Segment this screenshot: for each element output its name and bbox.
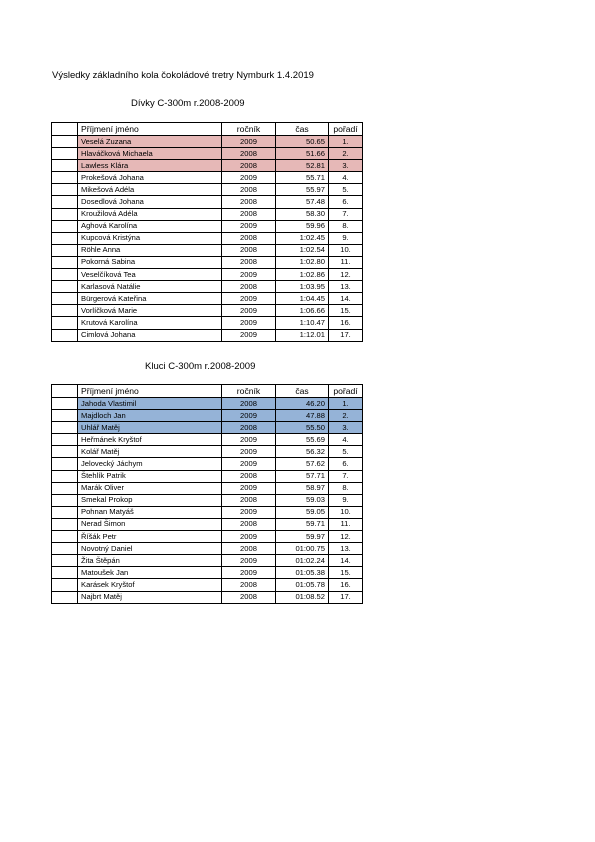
index-cell	[52, 506, 78, 518]
time-cell: 52.81	[276, 160, 329, 172]
rank-cell: 8.	[329, 220, 363, 232]
index-cell	[52, 458, 78, 470]
time-cell: 56.32	[276, 446, 329, 458]
table-row	[52, 148, 363, 160]
rank-cell: 2.	[329, 410, 363, 422]
table-row	[52, 281, 363, 293]
time-cell: 55.97	[276, 184, 329, 196]
year-cell: 2008	[222, 422, 276, 434]
name-cell: Říšák Petr	[78, 531, 222, 543]
index-cell	[52, 269, 78, 281]
table-row	[52, 256, 363, 268]
name-cell: Kolář Matěj	[78, 446, 222, 458]
year-header: ročník	[222, 385, 276, 398]
name-cell: Hlaváčková Michaela	[78, 148, 222, 160]
table-row	[52, 579, 363, 591]
rank-cell: 7.	[329, 470, 363, 482]
year-cell: 2009	[222, 434, 276, 446]
index-cell	[52, 579, 78, 591]
name-cell: Žita Štěpán	[78, 555, 222, 567]
rank-header: pořadí	[329, 385, 363, 398]
rank-cell: 6.	[329, 458, 363, 470]
rank-cell: 15.	[329, 305, 363, 317]
boys-section-title: Kluci C-300m r.2008-2009	[145, 361, 256, 372]
index-cell	[52, 172, 78, 184]
name-cell: Cimlová Johana	[78, 329, 222, 341]
name-cell: Vorlíčková Marie	[78, 305, 222, 317]
index-cell	[52, 208, 78, 220]
table-row	[52, 305, 363, 317]
time-cell: 57.71	[276, 470, 329, 482]
time-cell: 1:02.54	[276, 244, 329, 256]
rank-cell: 13.	[329, 543, 363, 555]
year-cell: 2008	[222, 160, 276, 172]
table-row	[52, 160, 363, 172]
rank-cell: 2.	[329, 148, 363, 160]
index-cell	[52, 410, 78, 422]
time-cell: 1:06.66	[276, 305, 329, 317]
table-row	[52, 136, 363, 148]
table-row	[52, 184, 363, 196]
table-row	[52, 410, 363, 422]
rank-cell: 12.	[329, 531, 363, 543]
year-cell: 2009	[222, 482, 276, 494]
year-cell: 2009	[222, 458, 276, 470]
table-row	[52, 470, 363, 482]
table-row	[52, 555, 363, 567]
table-row	[52, 398, 363, 410]
index-cell	[52, 160, 78, 172]
name-cell: Nerad Šimon	[78, 518, 222, 530]
table-row	[52, 518, 363, 530]
year-cell: 2008	[222, 543, 276, 555]
name-cell: Aghová Karolína	[78, 220, 222, 232]
name-cell: Heřmánek Kryštof	[78, 434, 222, 446]
name-cell: Majdloch Jan	[78, 410, 222, 422]
name-cell: Pohnan Matyáš	[78, 506, 222, 518]
table-row	[52, 329, 363, 341]
name-cell: Kupcová Kristýna	[78, 232, 222, 244]
table-row	[52, 446, 363, 458]
name-cell: Karlasová Natálie	[78, 281, 222, 293]
time-cell: 01:05.38	[276, 567, 329, 579]
index-cell	[52, 293, 78, 305]
rank-cell: 14.	[329, 293, 363, 305]
rank-cell: 4.	[329, 434, 363, 446]
name-cell: Jahoda Vlastimil	[78, 398, 222, 410]
year-cell: 2009	[222, 555, 276, 567]
name-cell: Mikešová Adéla	[78, 184, 222, 196]
time-cell: 59.71	[276, 518, 329, 530]
time-header: čas	[276, 123, 329, 136]
index-cell	[52, 470, 78, 482]
name-header: Příjmení jméno	[78, 385, 222, 398]
year-cell: 2008	[222, 244, 276, 256]
index-cell	[52, 567, 78, 579]
name-cell: Štehlík Patrik	[78, 470, 222, 482]
table-row	[52, 567, 363, 579]
time-cell: 46.20	[276, 398, 329, 410]
year-cell: 2009	[222, 410, 276, 422]
rank-cell: 11.	[329, 518, 363, 530]
year-cell: 2008	[222, 208, 276, 220]
year-cell: 2009	[222, 172, 276, 184]
time-cell: 1:02.86	[276, 269, 329, 281]
table-row	[52, 494, 363, 506]
time-cell: 59.97	[276, 531, 329, 543]
name-cell: Jelovecký Jáchym	[78, 458, 222, 470]
time-cell: 1:12.01	[276, 329, 329, 341]
rank-cell: 13.	[329, 281, 363, 293]
rank-cell: 11.	[329, 256, 363, 268]
time-cell: 55.69	[276, 434, 329, 446]
time-cell: 59.03	[276, 494, 329, 506]
name-cell: Veselčíková Tea	[78, 269, 222, 281]
table-row	[52, 591, 363, 603]
table-row	[52, 220, 363, 232]
index-cell	[52, 385, 78, 398]
time-cell: 1:03.95	[276, 281, 329, 293]
time-cell: 1:02.45	[276, 232, 329, 244]
rank-cell: 5.	[329, 184, 363, 196]
table-row	[52, 172, 363, 184]
name-header: Příjmení jméno	[78, 123, 222, 136]
index-cell	[52, 256, 78, 268]
year-cell: 2009	[222, 329, 276, 341]
name-cell: Kroužilová Adéla	[78, 208, 222, 220]
table-row	[52, 317, 363, 329]
name-cell: Karásek Kryštof	[78, 579, 222, 591]
document-title: Výsledky základního kola čokoládové tretry Nymburk 1.4.2019	[52, 70, 314, 81]
name-cell: Veselá Zuzana	[78, 136, 222, 148]
table-row	[52, 208, 363, 220]
rank-cell: 16.	[329, 579, 363, 591]
index-cell	[52, 123, 78, 136]
index-cell	[52, 531, 78, 543]
year-cell: 2008	[222, 398, 276, 410]
time-cell: 1:10.47	[276, 317, 329, 329]
name-cell: Bürgerová Kateřina	[78, 293, 222, 305]
time-cell: 50.65	[276, 136, 329, 148]
index-cell	[52, 398, 78, 410]
time-cell: 59.05	[276, 506, 329, 518]
table-row	[52, 196, 363, 208]
index-cell	[52, 518, 78, 530]
time-cell: 55.50	[276, 422, 329, 434]
time-cell: 01:00.75	[276, 543, 329, 555]
rank-cell: 17.	[329, 591, 363, 603]
index-cell	[52, 244, 78, 256]
time-cell: 57.62	[276, 458, 329, 470]
table-row	[52, 458, 363, 470]
index-cell	[52, 196, 78, 208]
girls-results-table	[51, 122, 363, 342]
table-row	[52, 543, 363, 555]
rank-cell: 9.	[329, 232, 363, 244]
table-row	[52, 269, 363, 281]
index-cell	[52, 232, 78, 244]
rank-cell: 15.	[329, 567, 363, 579]
table-row	[52, 506, 363, 518]
time-cell: 01:08.52	[276, 591, 329, 603]
name-cell: Röhle Anna	[78, 244, 222, 256]
index-cell	[52, 329, 78, 341]
year-cell: 2009	[222, 317, 276, 329]
boys-results-table	[51, 384, 363, 604]
rank-cell: 17.	[329, 329, 363, 341]
name-cell: Dosedlová Johana	[78, 196, 222, 208]
year-cell: 2009	[222, 220, 276, 232]
index-cell	[52, 434, 78, 446]
rank-cell: 4.	[329, 172, 363, 184]
table-header-row	[52, 123, 363, 136]
time-cell: 01:05.78	[276, 579, 329, 591]
rank-cell: 7.	[329, 208, 363, 220]
year-cell: 2008	[222, 518, 276, 530]
index-cell	[52, 148, 78, 160]
year-cell: 2009	[222, 269, 276, 281]
year-cell: 2008	[222, 579, 276, 591]
time-cell: 51.66	[276, 148, 329, 160]
name-cell: Uhlář Matěj	[78, 422, 222, 434]
name-cell: Marák Oliver	[78, 482, 222, 494]
name-cell: Novotný Daniel	[78, 543, 222, 555]
rank-cell: 1.	[329, 398, 363, 410]
year-cell: 2009	[222, 567, 276, 579]
time-cell: 55.71	[276, 172, 329, 184]
name-cell: Najbrt Matěj	[78, 591, 222, 603]
index-cell	[52, 184, 78, 196]
rank-header: pořadí	[329, 123, 363, 136]
year-cell: 2008	[222, 494, 276, 506]
index-cell	[52, 494, 78, 506]
time-cell: 59.96	[276, 220, 329, 232]
year-cell: 2009	[222, 446, 276, 458]
rank-cell: 10.	[329, 244, 363, 256]
rank-cell: 1.	[329, 136, 363, 148]
time-cell: 57.48	[276, 196, 329, 208]
rank-cell: 14.	[329, 555, 363, 567]
year-cell: 2008	[222, 591, 276, 603]
time-header: čas	[276, 385, 329, 398]
name-cell: Pokorná Sabina	[78, 256, 222, 268]
time-cell: 1:02.80	[276, 256, 329, 268]
time-cell: 58.97	[276, 482, 329, 494]
rank-cell: 16.	[329, 317, 363, 329]
year-cell: 2008	[222, 196, 276, 208]
rank-cell: 3.	[329, 422, 363, 434]
rank-cell: 10.	[329, 506, 363, 518]
table-row	[52, 434, 363, 446]
rank-cell: 12.	[329, 269, 363, 281]
table-row	[52, 244, 363, 256]
year-cell: 2008	[222, 256, 276, 268]
rank-cell: 9.	[329, 494, 363, 506]
table-row	[52, 422, 363, 434]
index-cell	[52, 555, 78, 567]
index-cell	[52, 591, 78, 603]
girls-section-title: Dívky C-300m r.2008-2009	[131, 98, 245, 109]
time-cell: 01:02.24	[276, 555, 329, 567]
year-cell: 2009	[222, 305, 276, 317]
rank-cell: 6.	[329, 196, 363, 208]
year-cell: 2008	[222, 148, 276, 160]
name-cell: Prokešová Johana	[78, 172, 222, 184]
time-cell: 47.88	[276, 410, 329, 422]
index-cell	[52, 422, 78, 434]
table-row	[52, 232, 363, 244]
rank-cell: 5.	[329, 446, 363, 458]
time-cell: 58.30	[276, 208, 329, 220]
index-cell	[52, 482, 78, 494]
index-cell	[52, 543, 78, 555]
year-header: ročník	[222, 123, 276, 136]
rank-cell: 3.	[329, 160, 363, 172]
index-cell	[52, 317, 78, 329]
name-cell: Lawless Klára	[78, 160, 222, 172]
year-cell: 2009	[222, 293, 276, 305]
table-row	[52, 482, 363, 494]
name-cell: Smekal Prokop	[78, 494, 222, 506]
time-cell: 1:04.45	[276, 293, 329, 305]
year-cell: 2009	[222, 531, 276, 543]
year-cell: 2009	[222, 506, 276, 518]
name-cell: Krutová Karolína	[78, 317, 222, 329]
index-cell	[52, 446, 78, 458]
year-cell: 2009	[222, 136, 276, 148]
index-cell	[52, 281, 78, 293]
year-cell: 2008	[222, 184, 276, 196]
rank-cell: 8.	[329, 482, 363, 494]
year-cell: 2008	[222, 232, 276, 244]
index-cell	[52, 136, 78, 148]
index-cell	[52, 305, 78, 317]
name-cell: Matoušek Jan	[78, 567, 222, 579]
index-cell	[52, 220, 78, 232]
table-row	[52, 293, 363, 305]
table-header-row	[52, 385, 363, 398]
table-row	[52, 531, 363, 543]
year-cell: 2008	[222, 470, 276, 482]
year-cell: 2008	[222, 281, 276, 293]
